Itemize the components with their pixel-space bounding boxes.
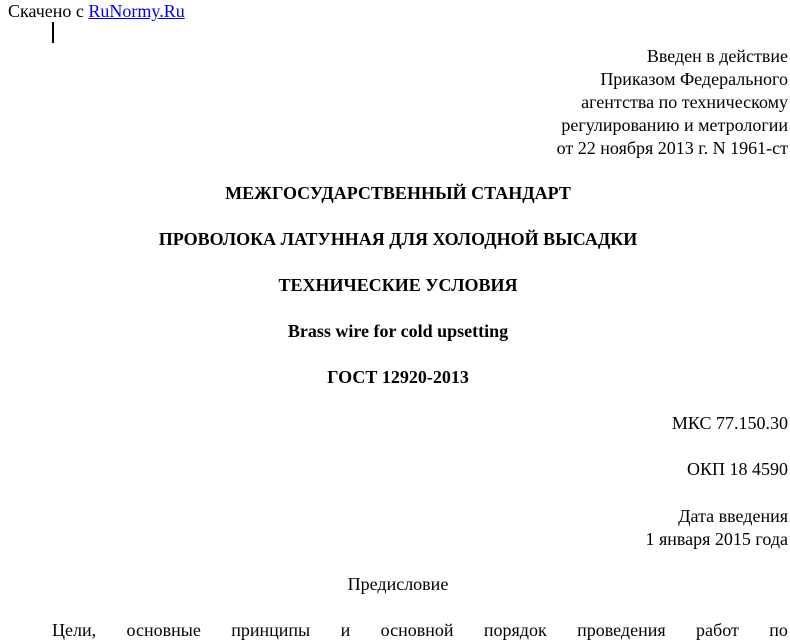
approval-line: агентства по техническому — [581, 92, 788, 112]
approval-line: регулированию и метрологии — [561, 115, 788, 135]
okp-code: ОКП 18 4590 — [686, 459, 788, 479]
paragraph-word: основной — [380, 620, 454, 640]
standard-code: ГОСТ 12920-2013 — [327, 367, 469, 387]
paragraph-word: основные — [126, 620, 201, 640]
standard-subtitle-ru: ТЕХНИЧЕСКИЕ УСЛОВИЯ — [278, 275, 518, 295]
downloaded-from-note — [8, 1, 185, 22]
paragraph-word: принципы — [231, 620, 311, 640]
paragraph-word: по — [769, 620, 788, 640]
downloaded-prefix: Скачено с — [8, 1, 84, 21]
intro-date-label: Дата введения — [678, 506, 788, 526]
paragraph-word: проведения — [577, 620, 666, 640]
standard-type-heading: МЕЖГОСУДАРСТВЕННЫЙ СТАНДАРТ — [225, 183, 571, 203]
intro-date-value: 1 января 2015 года — [645, 529, 788, 549]
foreword-paragraph — [52, 619, 788, 642]
runormy-link[interactable]: RuNormy.Ru — [88, 1, 185, 21]
paragraph-word: работ — [696, 620, 739, 640]
mks-code: МКС 77.150.30 — [671, 413, 788, 433]
approval-line: от 22 ноября 2013 г. N 1961-ст — [556, 138, 788, 158]
foreword-heading: Предисловие — [347, 574, 449, 594]
paragraph-word: Цели, — [52, 620, 97, 640]
intro-date-block — [645, 505, 788, 551]
text-cursor — [52, 22, 54, 43]
paragraph-word: и — [340, 620, 351, 640]
paragraph-word: порядок — [483, 620, 547, 640]
approval-block — [557, 45, 788, 160]
standard-name-en: Brass wire for cold upsetting — [287, 321, 509, 341]
standard-name-ru: ПРОВОЛОКА ЛАТУННАЯ ДЛЯ ХОЛОДНОЙ ВЫСАДКИ — [158, 229, 638, 249]
approval-line: Введен в действие — [646, 46, 788, 66]
approval-line: Приказом Федерального — [600, 69, 788, 89]
